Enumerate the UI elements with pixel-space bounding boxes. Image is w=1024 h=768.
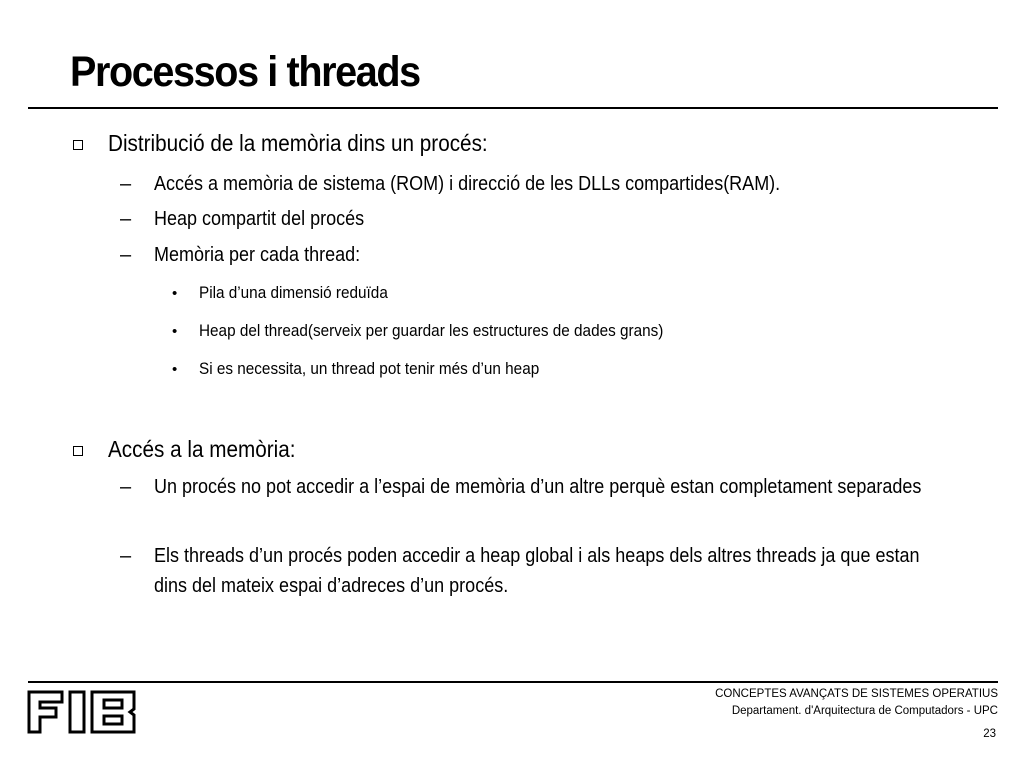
slide-title: Processos i threads <box>70 48 420 96</box>
section2-item-2: Els threads d’un procés poden accedir a heap global i als heaps dels altres threads ja que estan dins del mateix espai d’adreces d’un procés. <box>154 545 920 597</box>
dash-bullet: – <box>120 545 132 567</box>
title-divider <box>28 107 998 109</box>
section1-subitem-2: Heap del thread(serveix per guardar les estructures de dades grans) <box>199 321 664 340</box>
section2-heading: Accés a la memòria: <box>108 436 296 462</box>
section1-item-1: Accés a memòria de sistema (ROM) i direcció de les DLLs compartides(RAM). <box>154 173 781 195</box>
footer-course: CONCEPTES AVANÇATS DE SISTEMES OPERATIUS <box>715 688 998 700</box>
dot-bullet: • <box>172 361 178 378</box>
section1-item-3: Memòria per cada thread: <box>154 244 361 266</box>
square-bullet-icon <box>73 140 83 150</box>
dash-bullet: – <box>120 173 132 195</box>
section1-item-2: Heap compartit del procés <box>154 208 365 230</box>
dash-bullet: – <box>120 476 132 498</box>
section2-item-1: Un procés no pot accedir a l’espai de memòria d’un altre perquè estan completament separades <box>154 476 922 498</box>
dash-bullet: – <box>120 244 132 266</box>
fib-logo <box>26 688 142 736</box>
section1-heading: Distribució de la memòria dins un procés: <box>108 130 488 156</box>
page-number: 23 <box>983 728 996 740</box>
footer-department: Departament. d'Arquitectura de Computadors - UPC <box>731 705 998 717</box>
dash-bullet: – <box>120 208 132 230</box>
section1-subitem-1: Pila d’una dimensió reduïda <box>199 283 388 302</box>
section1-subitem-3: Si es necessita, un thread pot tenir més d’un heap <box>199 359 540 378</box>
square-bullet-icon <box>73 446 83 456</box>
footer-divider <box>28 681 998 683</box>
dot-bullet: • <box>172 323 178 340</box>
dot-bullet: • <box>172 285 178 302</box>
